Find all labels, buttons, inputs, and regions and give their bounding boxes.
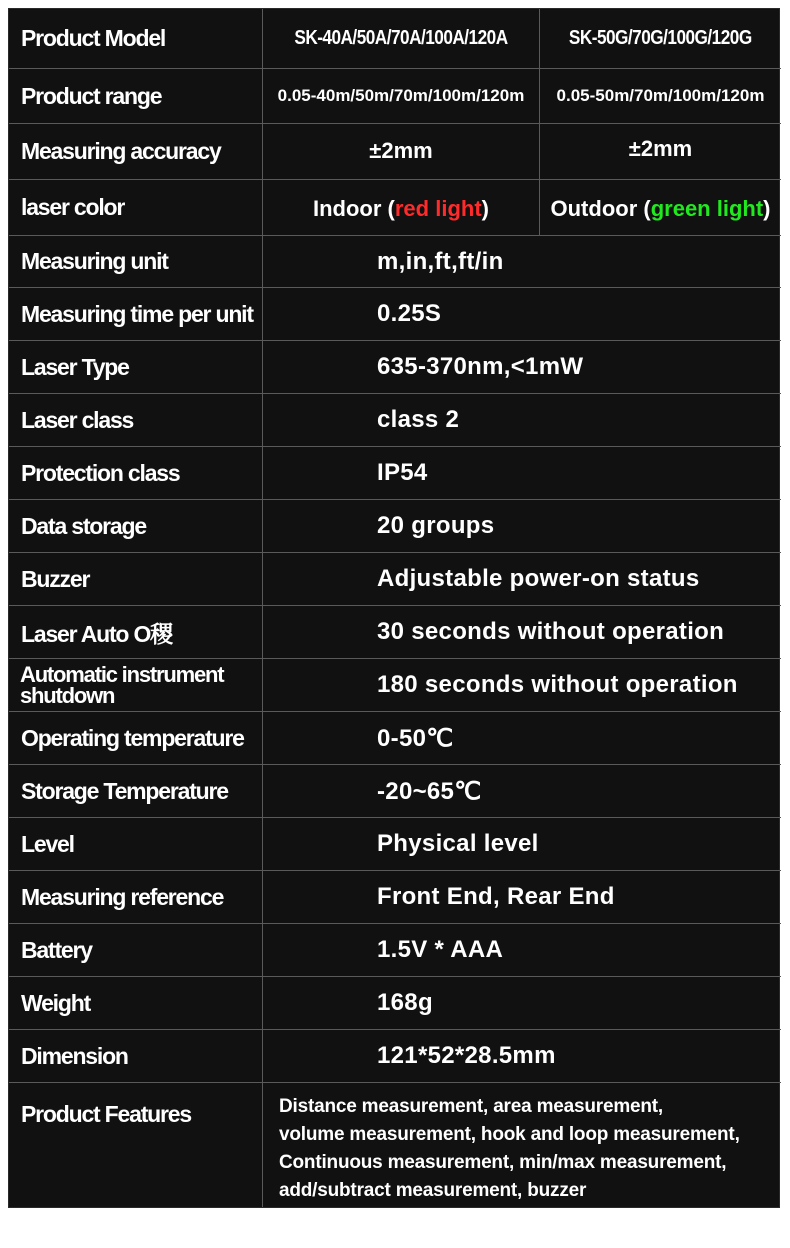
value-protection-class: IP54 — [377, 459, 428, 486]
value-auto-shutdown: 180 seconds without operation — [377, 671, 738, 698]
spec-table — [8, 8, 780, 1208]
row-measuring-reference — [9, 871, 781, 924]
label-product-range: Product range — [9, 69, 263, 123]
row-operating-temperature — [9, 712, 781, 765]
label-laser-auto: Laser Auto O稷 — [9, 606, 263, 658]
label-measuring-unit: Measuring unit — [9, 236, 263, 287]
row-measuring-time — [9, 288, 781, 341]
features-list — [279, 1093, 779, 1205]
label-measuring-reference: Measuring reference — [9, 871, 263, 923]
value-measuring-unit: m,in,ft,ft/in — [377, 247, 504, 275]
value-buzzer: Adjustable power-on status — [377, 565, 700, 592]
label-auto-shutdown — [9, 659, 263, 711]
row-laser-color — [9, 180, 781, 236]
row-laser-class — [9, 394, 781, 447]
value-level: Physical level — [377, 830, 539, 857]
label-buzzer: Buzzer — [9, 553, 263, 605]
label-product-model: Product Model — [9, 9, 263, 68]
range-a: 0.05-40m/50m/70m/100m/120m — [277, 86, 525, 105]
value-data-storage: 20 groups — [377, 512, 495, 539]
indoor-suffix: ) — [481, 196, 489, 221]
label-measuring-time: Measuring time per unit — [9, 288, 263, 340]
row-measuring-unit — [9, 236, 781, 288]
label-weight: Weight — [9, 977, 263, 1029]
row-product-model — [9, 9, 781, 69]
indoor-prefix: Indoor ( — [313, 196, 395, 221]
feature-line: volume measurement, hook and loop measurement, — [279, 1124, 740, 1145]
outdoor-suffix: ) — [763, 196, 771, 221]
feature-line: add/subtract measurement, buzzer — [279, 1180, 587, 1201]
row-dimension — [9, 1030, 781, 1083]
label-laser-type: Laser Type — [9, 341, 263, 393]
row-level — [9, 818, 781, 871]
value-weight: 168g — [377, 989, 433, 1016]
row-battery — [9, 924, 781, 977]
label-product-features: Product Features — [9, 1083, 263, 1207]
label-auto-shutdown-line1: Automatic instrument — [20, 662, 224, 687]
value-laser-class: class 2 — [377, 406, 460, 433]
value-dimension: 121*52*28.5mm — [377, 1042, 556, 1069]
value-measuring-time: 0.25S — [377, 300, 442, 327]
green-light-text: green light — [650, 196, 764, 221]
row-laser-type — [9, 341, 781, 394]
row-data-storage — [9, 500, 781, 553]
accuracy-b: ±2mm — [628, 136, 693, 161]
row-buzzer — [9, 553, 781, 606]
label-battery: Battery — [9, 924, 263, 976]
label-auto-shutdown-line2: shutdown — [20, 683, 115, 708]
label-level: Level — [9, 818, 263, 870]
model-a: SK-40A/50A/70A/100A/120A — [294, 27, 508, 49]
feature-line: Distance measurement, area measurement, — [279, 1096, 664, 1117]
row-weight — [9, 977, 781, 1030]
label-laser-color: laser color — [9, 180, 263, 235]
row-auto-shutdown — [9, 659, 781, 712]
row-laser-auto — [9, 606, 781, 659]
row-storage-temperature — [9, 765, 781, 818]
red-light-text: red light — [394, 196, 482, 221]
label-data-storage: Data storage — [9, 500, 263, 552]
value-measuring-reference: Front End, Rear End — [377, 883, 615, 910]
accuracy-a: ±2mm — [369, 138, 433, 163]
row-accuracy — [9, 124, 781, 180]
outdoor-prefix: Outdoor ( — [550, 196, 651, 221]
label-operating-temperature: Operating temperature — [9, 712, 263, 764]
label-dimension: Dimension — [9, 1030, 263, 1082]
label-accuracy: Measuring accuracy — [9, 124, 263, 179]
value-battery: 1.5V * AAA — [377, 936, 504, 963]
value-laser-type: 635-370nm,<1mW — [377, 353, 584, 380]
feature-line: Continuous measurement, min/max measurement, — [279, 1152, 727, 1173]
value-laser-auto: 30 seconds without operation — [377, 618, 725, 645]
value-operating-temperature: 0-50℃ — [377, 724, 454, 752]
value-storage-temperature: -20~65℃ — [377, 777, 482, 805]
row-product-range — [9, 69, 781, 124]
label-laser-class: Laser class — [9, 394, 263, 446]
range-b: 0.05-50m/70m/100m/120m — [556, 86, 765, 105]
row-protection-class — [9, 447, 781, 500]
row-product-features — [9, 1083, 781, 1207]
model-b: SK-50G/70G/100G/120G — [569, 27, 752, 49]
label-protection-class: Protection class — [9, 447, 263, 499]
label-storage-temperature: Storage Temperature — [9, 765, 263, 817]
